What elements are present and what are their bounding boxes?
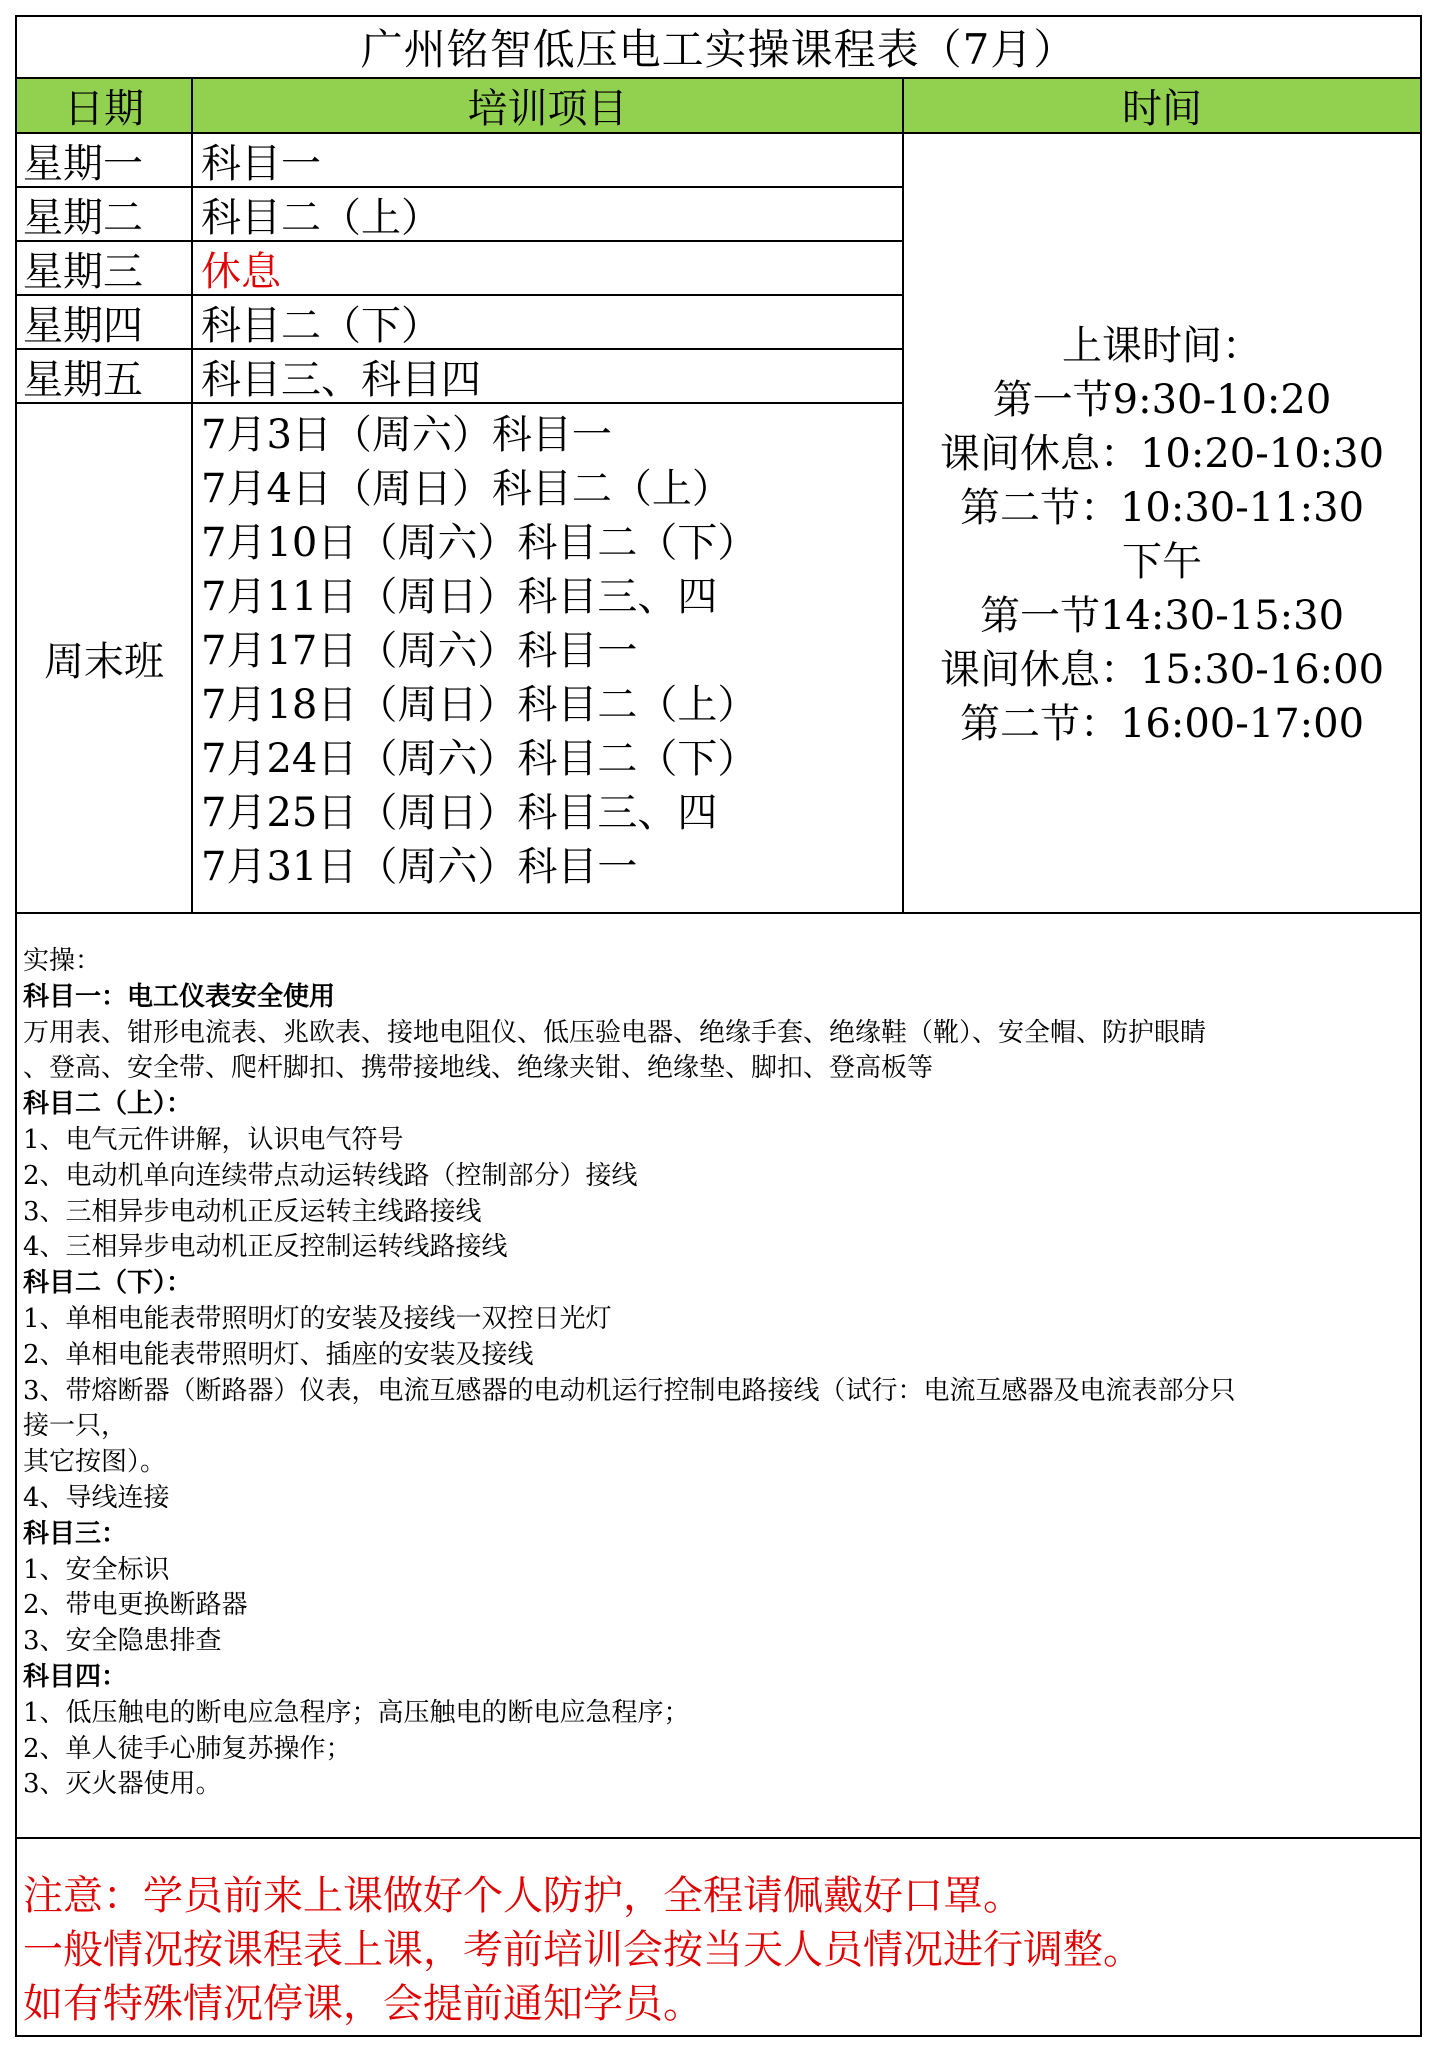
notice-line: 如有特殊情况停课，会提前通知学员。 (23, 1981, 703, 2027)
notes-line: 4、导线连接 (23, 1482, 170, 1513)
notes-line: 3、带熔断器（断路器）仪表，电流互感器的电动机运行控制电路接线（试行：电流互感器及电流表部分只 (23, 1375, 1236, 1406)
class-time-cell (904, 134, 1420, 914)
notes-line: 1、安全标识 (23, 1554, 170, 1585)
list-item: 7月31日（周六）科目一 (201, 844, 638, 890)
list-item: 7月18日（周日）科目二（上） (201, 682, 758, 728)
page-title: 广州铭智低压电工实操课程表（7月） (17, 17, 1420, 79)
header-time: 时间 (904, 79, 1420, 134)
schedule-sheet (15, 15, 1422, 2037)
notes-line: 接一只， (23, 1411, 128, 1442)
time-line: 课间休息：15:30-16:00 (939, 647, 1385, 693)
list-item: 7月25日（周日）科目三、四 (201, 790, 718, 836)
notice-line: 注意：学员前来上课做好个人防护，全程请佩戴好口罩。 (23, 1873, 1023, 1919)
list-item: 7月17日（周六）科目一 (201, 628, 638, 674)
notice-line: 一般情况按课程表上课，考前培训会按当天人员情况进行调整。 (23, 1927, 1143, 1973)
notes-heading: 科目四： (23, 1661, 128, 1692)
weekday-item: 科目一 (193, 134, 904, 188)
notes-line: 1、单相电能表带照明灯的安装及接线一双控日光灯 (23, 1303, 612, 1334)
time-line: 第二节：16:00-17:00 (959, 701, 1365, 747)
list-item: 7月10日（周六）科目二（下） (201, 520, 758, 566)
notes-heading: 科目二（下）： (23, 1268, 193, 1299)
time-line: 课间休息：10:20-10:30 (939, 431, 1385, 477)
weekday-item: 科目二（下） (193, 296, 904, 350)
notes-line: 其它按图）。 (23, 1447, 167, 1478)
weekend-class-label: 周末班 (17, 404, 193, 914)
list-item: 7月3日（周六）科目一 (201, 412, 612, 458)
time-line: 上课时间： (1062, 323, 1262, 369)
notes-line: 1、低压触电的断电应急程序；高压触电的断电应急程序； (23, 1697, 690, 1728)
weekend-schedule-list (193, 404, 904, 914)
header-date: 日期 (17, 79, 193, 134)
weekday-cell: 星期四 (17, 296, 193, 350)
notes-line: 3、安全隐患排查 (23, 1626, 222, 1657)
notes-line: 2、电动机单向连续带点动运转线路（控制部分）接线 (23, 1160, 638, 1191)
notes-heading: 科目二（上）： (23, 1089, 193, 1120)
notes-line: 1、电气元件讲解，认识电气符号 (23, 1124, 404, 1155)
notes-line: 2、单相电能表带照明灯、插座的安装及接线 (23, 1339, 534, 1370)
list-item: 7月4日（周日）科目二（上） (201, 466, 732, 512)
weekday-cell: 星期三 (17, 242, 193, 296)
notes-line: 2、单人徒手心肺复苏操作； (23, 1733, 352, 1764)
weekday-cell: 星期五 (17, 350, 193, 404)
list-item: 7月11日（周日）科目三、四 (201, 574, 718, 620)
time-line: 第一节9:30-10:20 (992, 377, 1332, 423)
notes-line: 4、三相异步电动机正反控制运转线路接线 (23, 1232, 508, 1263)
notes-line: 实操： (23, 946, 102, 976)
notes-line: 2、带电更换断路器 (23, 1590, 248, 1621)
header-training-item: 培训项目 (193, 79, 904, 134)
notes-heading: 科目三： (23, 1518, 128, 1549)
class-time-list (904, 319, 1420, 751)
time-line: 第一节14:30-15:30 (979, 593, 1345, 639)
notes-line: 万用表、钳形电流表、兆欧表、接地电阻仪、低压验电器、绝缘手套、绝缘鞋（靴）、安全帽、防护眼睛 (23, 1017, 1207, 1048)
notice-block (17, 1839, 1420, 2035)
practice-notes (17, 914, 1420, 1839)
list-item: 7月24日（周六）科目二（下） (201, 736, 758, 782)
notes-line: 、登高、安全带、爬杆脚扣、携带接地线、绝缘夹钳、绝缘垫、脚扣、登高板等 (23, 1053, 934, 1084)
notes-heading: 科目一：电工仪表安全使用 (23, 981, 336, 1012)
notes-line: 3、三相异步电动机正反运转主线路接线 (23, 1196, 482, 1227)
time-line: 第二节：10:30-11:30 (959, 485, 1365, 531)
weekday-item-rest: 休息 (193, 242, 904, 296)
weekday-item: 科目二（上） (193, 188, 904, 242)
weekday-cell: 星期一 (17, 134, 193, 188)
time-line: 下午 (1122, 539, 1202, 585)
weekday-cell: 星期二 (17, 188, 193, 242)
weekday-item: 科目三、科目四 (193, 350, 904, 404)
notes-line: 3、灭火器使用。 (23, 1769, 222, 1800)
